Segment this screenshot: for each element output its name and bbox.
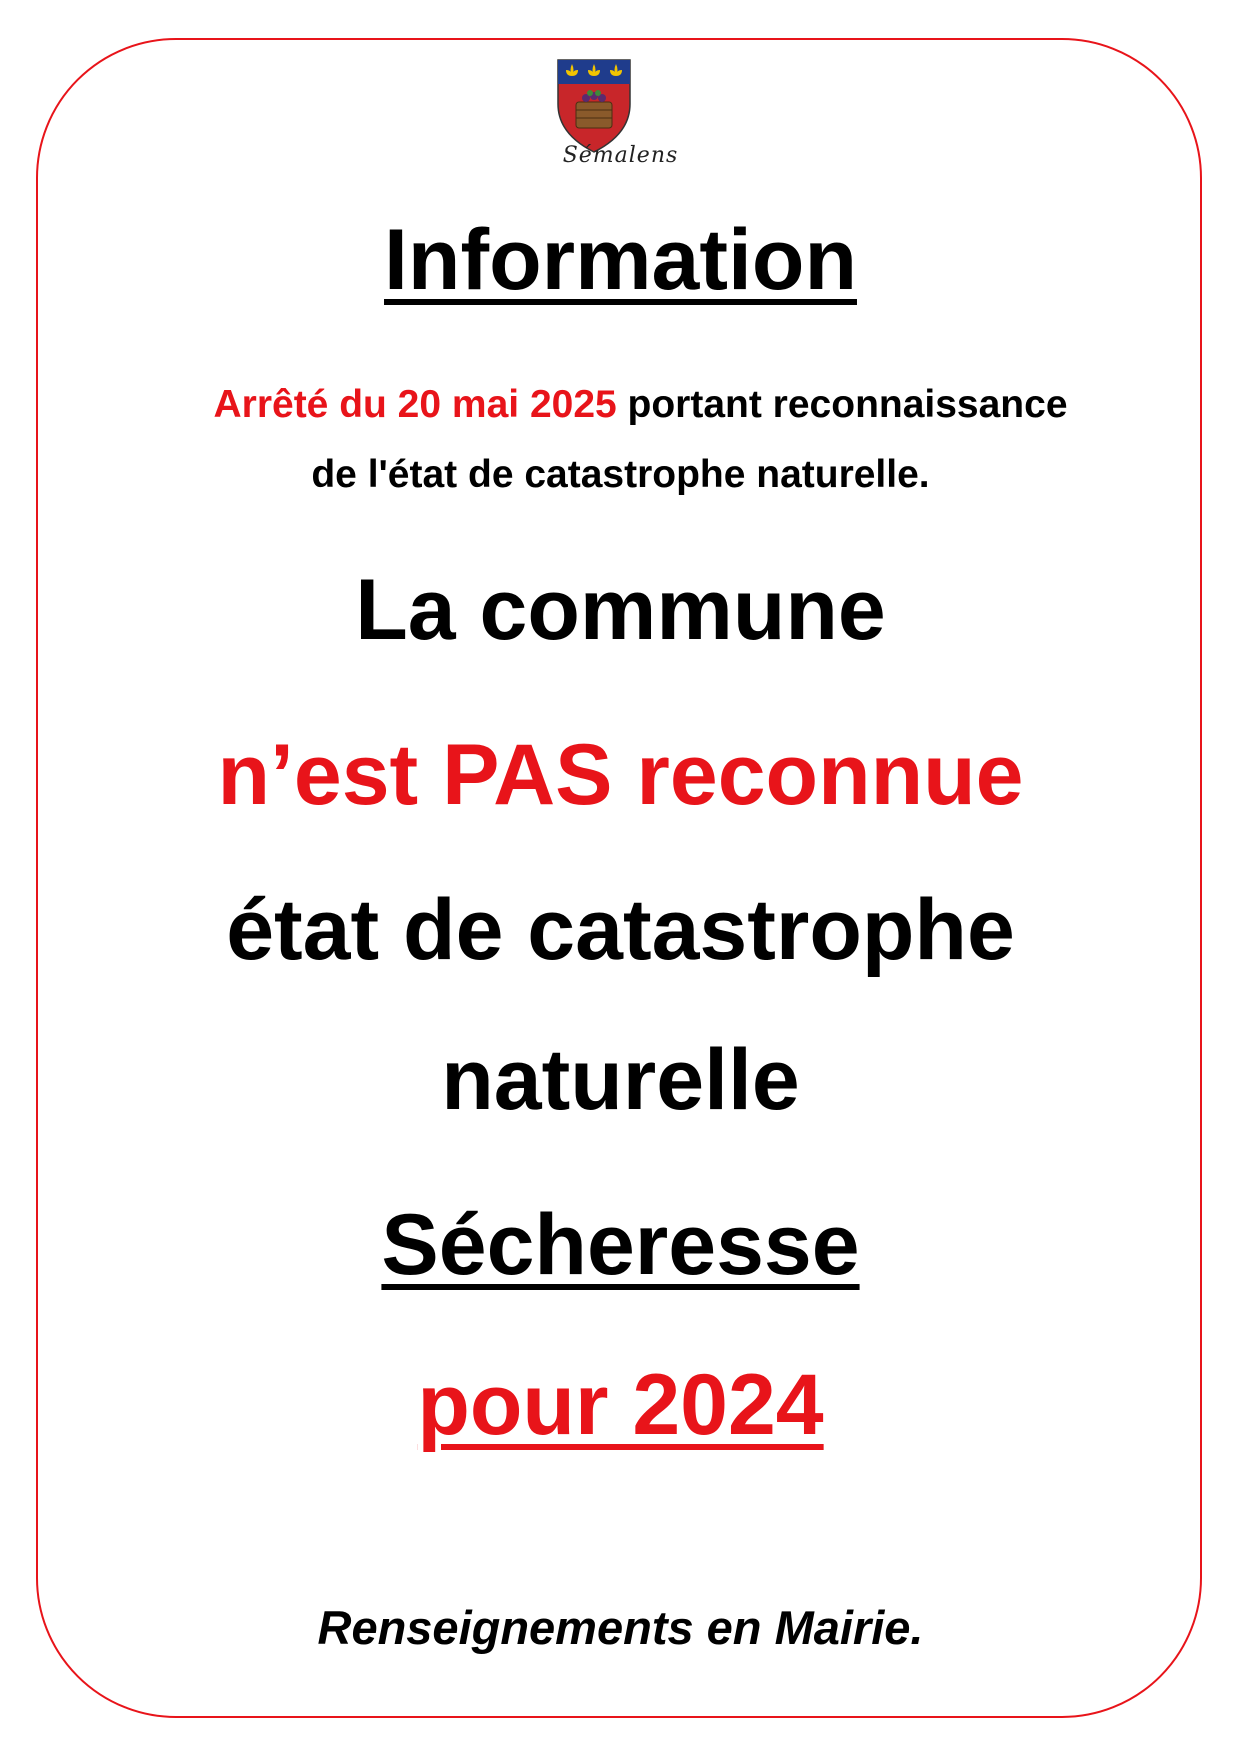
decree-line-1: [0, 380, 1241, 430]
main-line-drought: Sécheresse: [381, 1197, 860, 1293]
main-line-commune: La commune: [355, 562, 886, 658]
main-line-not-recognized: n’est PAS reconnue: [217, 727, 1024, 823]
main-line-natural: naturelle: [441, 1032, 800, 1128]
crest-town-name: Sémalens: [562, 143, 679, 168]
main-line-state: état de catastrophe: [226, 882, 1015, 978]
decree-text: portant reconnaissance: [616, 383, 1068, 426]
decree-line-2: de l'état de catastrophe naturelle.: [311, 453, 930, 496]
town-crest-icon: [552, 56, 636, 156]
footer-info: Renseignements en Mairie.: [317, 1601, 924, 1654]
page-title: Information: [384, 212, 857, 308]
main-line-year: pour 2024: [417, 1357, 824, 1453]
decree-date: Arrêté du 20 mai 2025: [213, 383, 617, 426]
